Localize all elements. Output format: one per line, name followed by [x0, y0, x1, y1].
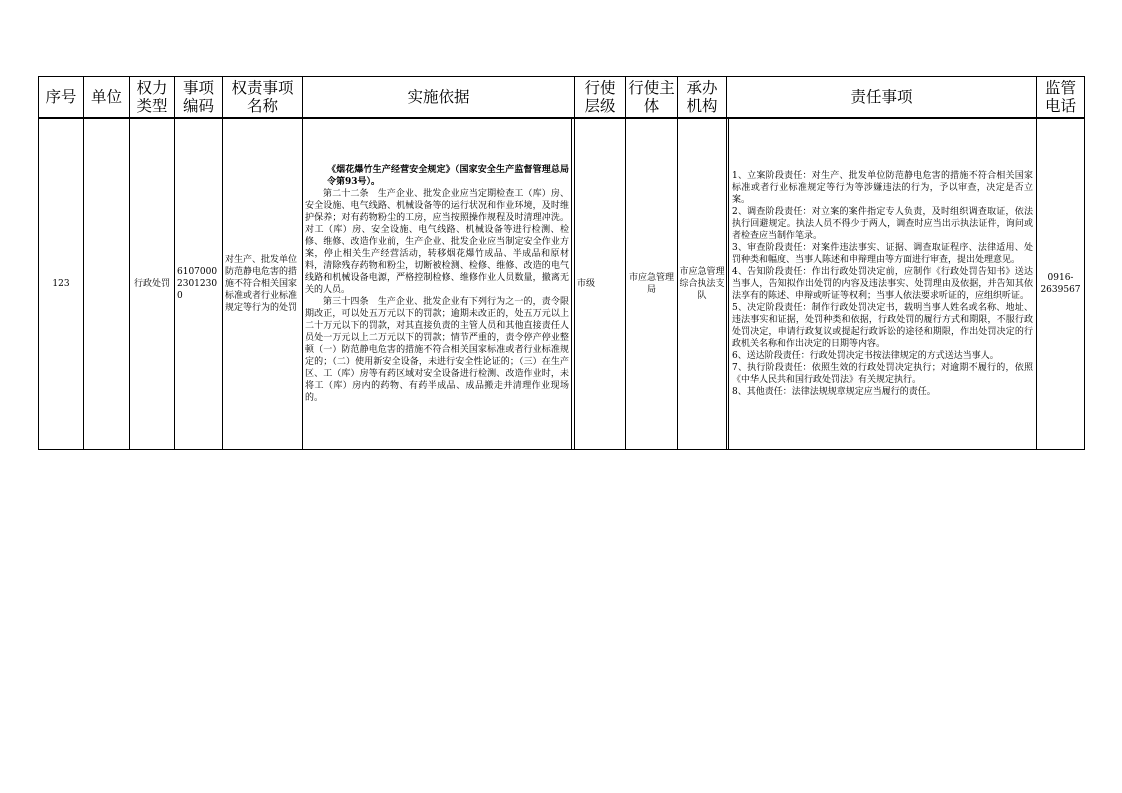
regulation-title: 《烟花爆竹生产经营安全规定》（国家安全生产监督管理总局令第93号）。 — [327, 165, 569, 187]
cell-item-code: 610700023012300 — [175, 118, 223, 450]
responsibility-item: 2、调查阶段责任：对立案的案件指定专人负责，及时组织调查取证，依法执行回避规定。执法人员不得少于两人，调查时应当出示执法证件，询问或者检查应当制作笔录。 — [732, 207, 1033, 241]
header-item-name: 权责事项名称 — [223, 77, 303, 119]
header-phone: 监管电话 — [1037, 77, 1085, 119]
responsibility-item: 4、告知阶段责任：作出行政处罚决定前，应制作《行政处罚告知书》送达当事人，告知拟作出处罚的内容及违法事实、处罚理由及依据，并告知其依法享有的陈述、申辩或听证等权利；当事人依法要求听证的，应组织听证。 — [732, 267, 1033, 301]
header-agency: 承办机构 — [678, 77, 727, 119]
cell-responsibility — [727, 118, 1037, 450]
power-list-table — [38, 76, 1085, 450]
responsibility-list — [729, 170, 1036, 398]
responsibility-item: 1、立案阶段责任：对生产、批发单位防范静电危害的措施不符合相关国家标准或者行业标准规定等行为等涉嫌违法的行为，予以审查，决定是否立案。 — [732, 171, 1033, 205]
article-22: 第二十二条 生产企业、批发企业应当定期检查工（库）房、安全设施、电气线路、机械设备等的运行状况和作业环境，及时维护保养；对有药物粉尘的工房，应当按照操作规程及时清理冲洗。对工（库）房、安全设施、电气线路、机械设备等进行检测、检修、维修、改造作业前，生产企业、批发企业应当制定安全作业方案，停止相关生产经营活动，转移烟花爆竹成品、半成品和原材料，清除残存药物和粉尘，切断被检测、检修、维修、改造的电气线路和机械设备电源，严格控制检修、维修作业人员数量，撤离无关的人员。 — [305, 189, 569, 295]
header-basis: 实施依据 — [303, 77, 575, 119]
cell-seq: 123 — [39, 118, 84, 450]
responsibility-item: 7、执行阶段责任：依照生效的行政处罚决定执行；对逾期不履行的，依照《中华人民共和国行政处罚法》有关规定执行。 — [732, 363, 1033, 385]
responsibility-item: 6、送达阶段责任：行政处罚决定书按法律规定的方式送达当事人。 — [732, 351, 999, 361]
responsibility-item: 3、审查阶段责任：对案件违法事实、证据、调查取证程序、法律适用、处罚种类和幅度、当事人陈述和申辩理由等方面进行审查，提出处理意见。 — [732, 243, 1033, 265]
basis-text — [303, 164, 571, 404]
header-unit: 单位 — [84, 77, 130, 119]
responsibility-item: 8、其他责任：法律法规规章规定应当履行的责任。 — [732, 387, 936, 397]
cell-agency: 市应急管理综合执法支队 — [678, 118, 727, 450]
article-34: 第三十四条 生产企业、批发企业有下列行为之一的，责令限期改正，可以处五万元以下的罚款；逾期未改正的，处五万元以上二十万元以下的罚款，对其直接负责的主管人员和其他直接责任人员处一万元以上二万元以下的罚款；情节严重的，责令停产停业整顿（一）防范静电危害的措施不符合相关国家标准或者行业标准规定的；（二）使用新安全设备，未进行安全性论证的；（三）在生产区、工（库）房等有药区域对安全设备进行检测、改造作业时，未将工（库）房内的药物、有药半成品、成品搬走并清理作业现场的。 — [305, 297, 569, 403]
cell-item-name: 对生产、批发单位防范静电危害的措施不符合相关国家标准或者行业标准规定等行为的处罚 — [223, 118, 303, 450]
header-subject: 行使主体 — [626, 77, 678, 119]
table-row — [39, 118, 1085, 450]
header-row — [39, 77, 1085, 119]
header-item-code: 事项编码 — [175, 77, 223, 119]
header-responsibility: 责任事项 — [727, 77, 1037, 119]
cell-phone: 0916-2639567 — [1037, 118, 1085, 450]
cell-basis — [303, 118, 575, 450]
cell-level: 市级 — [575, 118, 626, 450]
header-level: 行使层级 — [575, 77, 626, 119]
header-seq: 序号 — [39, 77, 84, 119]
cell-power-type: 行政处罚 — [130, 118, 175, 450]
header-power-type: 权力类型 — [130, 77, 175, 119]
responsibility-item: 5、决定阶段责任：制作行政处罚决定书，载明当事人姓名或名称、地址、违法事实和证据，处罚种类和依据，行政处罚的履行方式和期限，不服行政处罚决定，申请行政复议或提起行政诉讼的途径和期限，作出处罚决定的行政机关名称和作出决定的日期等内容。 — [732, 303, 1033, 349]
cell-subject: 市应急管理局 — [626, 118, 678, 450]
cell-unit — [84, 118, 130, 450]
